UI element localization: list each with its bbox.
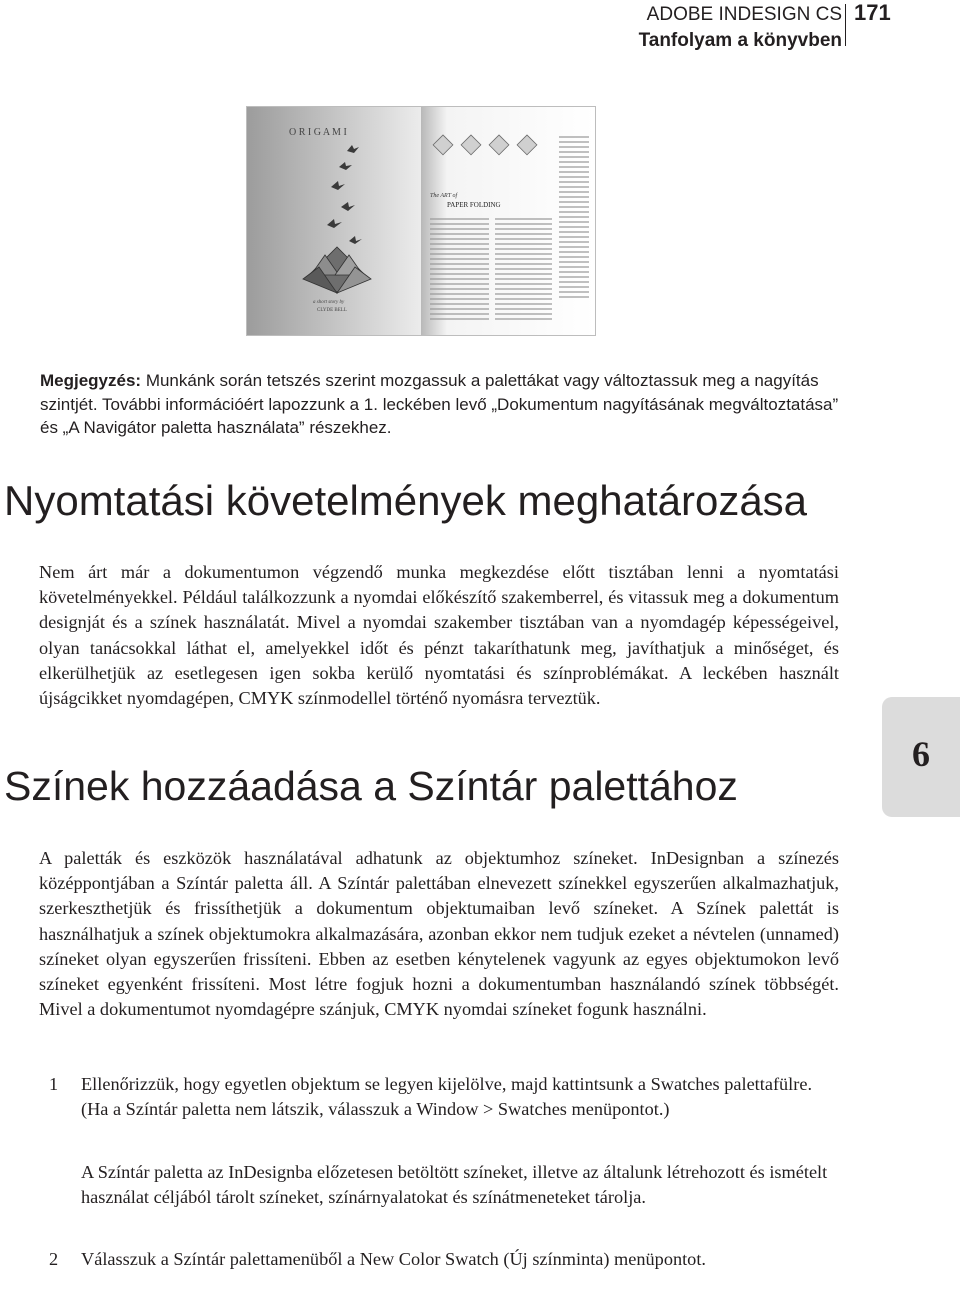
section-heading-print-requirements: Nyomtatási követelmények meghatározása	[4, 477, 808, 524]
art-title-main: PAPER FOLDING	[447, 201, 501, 209]
origami-title: O R I G A M I	[289, 127, 347, 138]
byline: a short story by	[313, 300, 345, 305]
step-text: Ellenőrizzük, hogy egyetlen objektum se legyen kijelölve, majd kattintsunk a Swatches palettafülre. (Ha a Színtár paletta nem látszik, válasszuk a Window > Swatches menüpontot.)	[81, 1074, 813, 1120]
page-number: 171	[854, 0, 891, 25]
header-titles	[639, 2, 842, 54]
chapter-number: 6	[912, 734, 930, 774]
step-1	[39, 1072, 839, 1122]
art-title-small: The ART of	[430, 193, 458, 199]
step-1-note: A Színtár paletta az InDesignba előzetesen betöltött színeket, illetve az általunk létrehozott és ismételt használat céljából tárolt színeket, színárnyalatokat és színátmeneteket tárolja.	[81, 1162, 828, 1208]
section-heading-add-swatches: Színek hozzáadása a Színtár palettához	[4, 763, 738, 809]
chapter-tab	[882, 697, 960, 817]
author: CLYDE BELL	[317, 308, 347, 313]
document-spread-illustration	[246, 106, 596, 336]
header-product: ADOBE INDESIGN CS	[646, 4, 842, 25]
section1-body: Nem árt már a dokumentumon végzendő munka megkezdése előtt tisztában lenni a nyomtatási követelményekkel. Például találkozzunk a nyomdai előkészítő szakemberrel, és vitassuk meg a dokumentum designját és a színek használatát. Mivel a nyomdai szakember tisztában van a nyomdagép képességeivel, olyan tanácsokkal láthat el, amelyekkel időt és pénzt takaríthatunk meg, javíthatjuk a minőséget, és elkerülhetjük az esetlegesen igen sokba kerülő nyomtatási és színproblémákat. A leckében használt újságcikket nyomdagépen, CMYK színmodellel történő nyomásra terveztük.	[39, 562, 839, 709]
step-text: Válasszuk a Színtár palettamenüből a New Color Swatch (Új színminta) menüpontot.	[81, 1249, 706, 1269]
section2-body: A paletták és eszközök használatával adhatunk az objektumhoz színeket. InDesignban a színezés középpontjában a Színtár paletta áll. A Színtár palettában elnevezett színekkel egyszerűen alkalmazhatjuk, szerkeszthetjük és frissíthetjük a dokumentum objektumaiban levő színeket. A Színek palettát is használhatjuk a színek objektumokra alkalmazására, azonban ekkor nem tudjuk ezeket a névtelen (unnamed) színeket olyan egyszerűen frissíteni. Ebben az esetben kénytelenek vagyunk az egyes objektumokon levő színeket egyenként frissíteni. Most létre fogjuk hozni a dokumentumban használandó színek többségét. Mivel a dokumentumot nyomdagépre szánjuk, CMYK nyomdai színeket fogunk használni.	[39, 848, 839, 1020]
header-book-title: Tanfolyam a könyvben	[638, 30, 842, 51]
note-label: Megjegyzés:	[40, 371, 142, 390]
note-paragraph	[40, 369, 840, 440]
note-text: Munkánk során tetszés szerint mozgassuk a palettákat vagy változtassuk meg a nagyítás szintjét. További információért lapozzunk a 1. leckében levő „Dokumentum nagyításának megváltoztatása” és „A Navigátor paletta használata” részekhez.	[40, 371, 839, 437]
step-number: 1	[49, 1074, 59, 1094]
header-divider	[845, 4, 846, 46]
step-2	[39, 1247, 839, 1272]
step-number: 2	[49, 1249, 59, 1269]
